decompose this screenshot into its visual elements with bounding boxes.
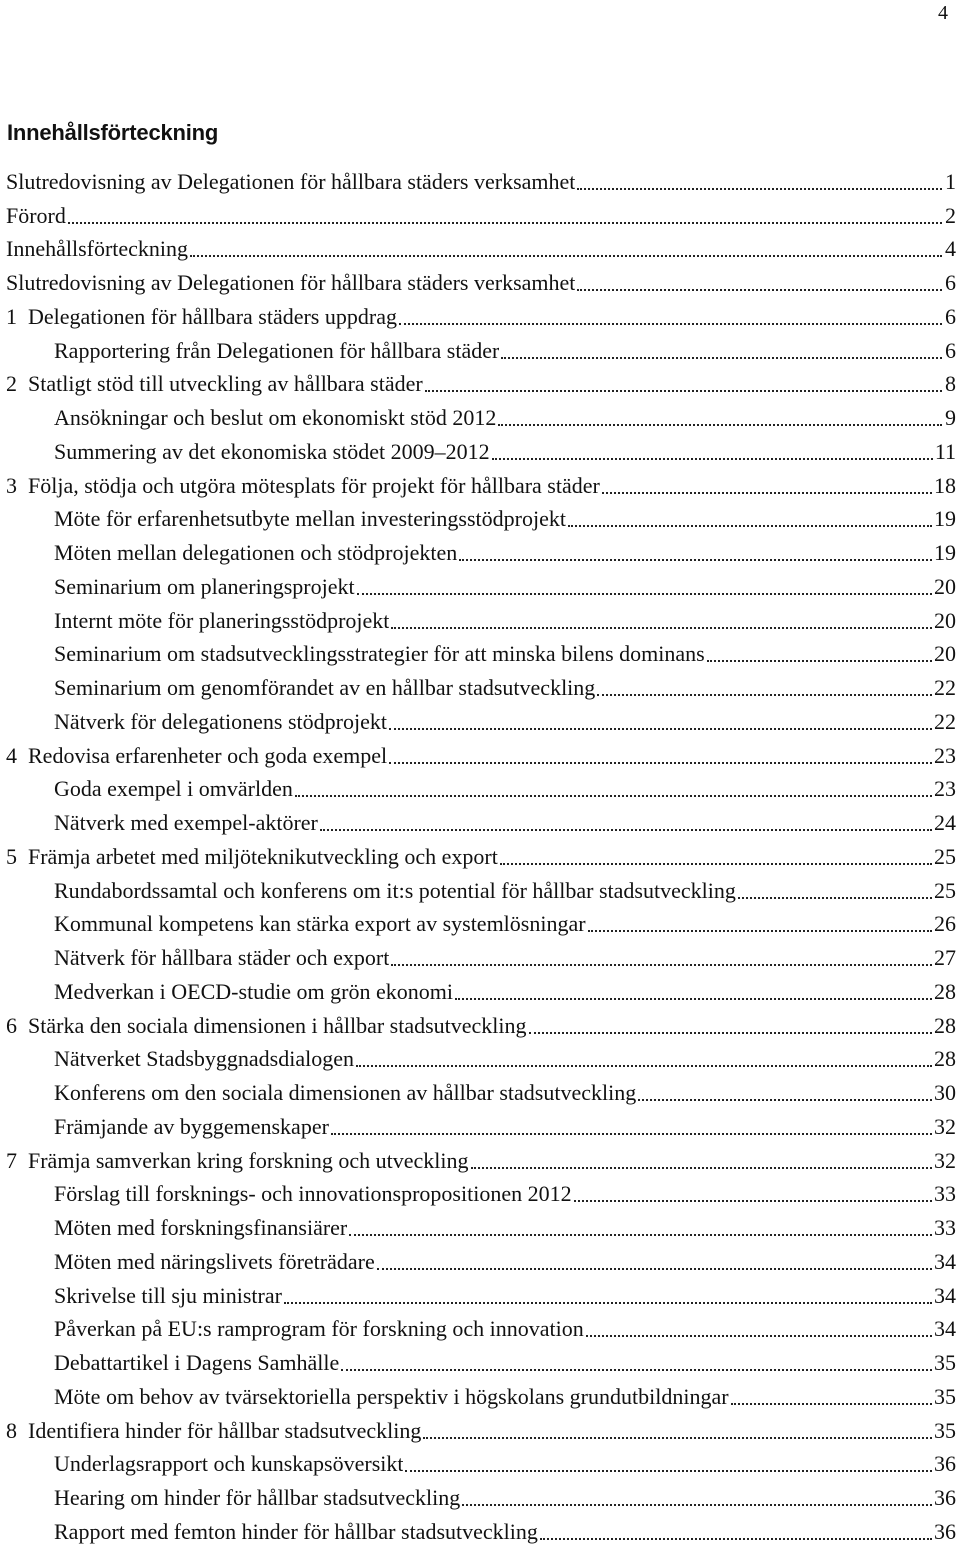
dot-leader: [588, 930, 932, 932]
toc-entry-title: Summering av det ekonomiska stödet 2009–2012: [54, 438, 490, 464]
toc-entry-title: Underlagsrapport och kunskapsöversikt: [54, 1451, 404, 1477]
table-of-contents: [0, 165, 960, 1549]
toc-entry-page: 28: [934, 1012, 956, 1038]
dot-leader: [389, 762, 932, 764]
toc-entry[interactable]: [0, 368, 960, 402]
dot-leader: [190, 255, 942, 257]
toc-entry-title: Skrivelse till sju ministrar: [54, 1282, 282, 1308]
toc-entry-title: Rapportering från Delegationen för hållbara städer: [54, 337, 500, 363]
dot-leader: [597, 694, 932, 696]
toc-entry-title: Möten mellan delegationen och stödprojekten: [54, 540, 458, 566]
toc-entry-title: Stärka den sociala dimensionen i hållbar stadsutveckling: [28, 1012, 527, 1038]
toc-entry-title: Nätverk med exempel-aktörer: [54, 810, 318, 836]
toc-entry-title: Seminarium om planeringsprojekt: [54, 573, 355, 599]
toc-entry-page: 6: [945, 337, 956, 363]
toc-entry-title: Nätverket Stadsbyggnadsdialogen: [54, 1046, 354, 1072]
toc-entry-page: 34: [934, 1248, 956, 1274]
toc-entry[interactable]: [0, 300, 960, 334]
dot-leader: [540, 1538, 932, 1540]
toc-entry-title: Ansökningar och beslut om ekonomiskt stöd 2012: [54, 405, 497, 431]
toc-entry[interactable]: [0, 1043, 960, 1077]
toc-entry-page: 30: [934, 1080, 956, 1106]
toc-entry-page: 20: [934, 607, 956, 633]
toc-entry-page: 18: [934, 472, 956, 498]
toc-entry-page: 35: [934, 1350, 956, 1376]
toc-entry-title: Rapport med femton hinder för hållbar stadsutveckling: [54, 1518, 538, 1544]
toc-entry[interactable]: [0, 840, 960, 874]
toc-entry-title: Internt möte för planeringsstödprojekt: [54, 607, 390, 633]
dot-leader: [602, 492, 932, 494]
toc-entry-title: Förord: [6, 202, 66, 228]
toc-entry-page: 33: [934, 1215, 956, 1241]
toc-entry-title: Nätverk för delegationens stödprojekt: [54, 708, 387, 734]
toc-entry-title: Statligt stöd till utveckling av hållbara städer: [28, 371, 423, 397]
toc-entry-page: 36: [934, 1451, 956, 1477]
toc-entry[interactable]: [0, 1009, 960, 1043]
toc-entry[interactable]: [0, 941, 960, 975]
dot-leader: [638, 1099, 932, 1101]
toc-entry-number: 3: [6, 472, 17, 498]
toc-entry[interactable]: [0, 1346, 960, 1380]
toc-entry-page: 35: [934, 1417, 956, 1443]
toc-entry[interactable]: [0, 570, 960, 604]
toc-entry[interactable]: [0, 199, 960, 233]
toc-entry-title: Nätverk för hållbara städer och export: [54, 945, 390, 971]
toc-entry[interactable]: [0, 806, 960, 840]
toc-entry-page: 23: [934, 776, 956, 802]
toc-entry[interactable]: [0, 638, 960, 672]
toc-entry-title: Möte för erfarenhetsutbyte mellan investeringsstödprojekt: [54, 506, 566, 532]
toc-entry[interactable]: [0, 1481, 960, 1515]
dot-leader: [389, 728, 932, 730]
toc-entry[interactable]: [0, 1515, 960, 1549]
toc-entry-page: 19: [934, 540, 956, 566]
toc-entry-page: 19: [934, 506, 956, 532]
toc-entry[interactable]: [0, 503, 960, 537]
toc-entry-page: 34: [934, 1282, 956, 1308]
toc-entry-page: 4: [945, 236, 956, 262]
toc-entry-page: 20: [934, 573, 956, 599]
dot-leader: [357, 593, 932, 595]
toc-entry-number: 2: [6, 371, 17, 397]
dot-leader: [391, 627, 932, 629]
toc-entry[interactable]: [0, 266, 960, 300]
toc-entry[interactable]: [0, 975, 960, 1009]
toc-entry[interactable]: [0, 1110, 960, 1144]
toc-entry-page: 28: [934, 1046, 956, 1072]
toc-entry-title: Identifiera hinder för hållbar stadsutveckling: [28, 1417, 422, 1443]
toc-entry-title: Seminarium om stadsutvecklingsstrategier för att minska bilens dominans: [54, 641, 705, 667]
toc-entry-page: 25: [934, 843, 956, 869]
toc-entry-page: 32: [934, 1113, 956, 1139]
toc-entry-page: 25: [934, 877, 956, 903]
dot-leader: [471, 1167, 932, 1169]
dot-leader: [492, 458, 933, 460]
dot-leader: [356, 1065, 932, 1067]
toc-entry-page: 24: [934, 810, 956, 836]
toc-entry-page: 33: [934, 1181, 956, 1207]
toc-entry[interactable]: [0, 1076, 960, 1110]
toc-entry-page: 22: [934, 708, 956, 734]
toc-entry-title: Debattartikel i Dagens Samhälle: [54, 1350, 340, 1376]
toc-entry-page: 28: [934, 978, 956, 1004]
toc-entry-page: 20: [934, 641, 956, 667]
toc-entry-page: 6: [945, 270, 956, 296]
dot-leader: [462, 1504, 932, 1506]
toc-entry[interactable]: [0, 739, 960, 773]
dot-leader: [425, 390, 942, 392]
toc-entry-title: Goda exempel i omvärlden: [54, 776, 293, 802]
dot-leader: [349, 1234, 932, 1236]
dot-leader: [501, 357, 942, 359]
toc-entry[interactable]: [0, 874, 960, 908]
toc-entry-title: Möten med näringslivets företrädare: [54, 1248, 375, 1274]
dot-leader: [707, 660, 932, 662]
toc-entry-page: 23: [934, 742, 956, 768]
toc-entry-page: 36: [934, 1485, 956, 1511]
dot-leader: [500, 863, 932, 865]
toc-entry[interactable]: [0, 671, 960, 705]
toc-entry[interactable]: [0, 1178, 960, 1212]
toc-entry[interactable]: [0, 1279, 960, 1313]
dot-leader: [423, 1437, 932, 1439]
toc-entry-title: Följa, stödja och utgöra mötesplats för projekt för hållbara städer: [28, 472, 600, 498]
dot-leader: [405, 1470, 932, 1472]
toc-entry[interactable]: [0, 435, 960, 469]
dot-leader: [738, 897, 932, 899]
dot-leader: [498, 424, 942, 426]
dot-leader: [68, 222, 942, 224]
dot-leader: [577, 289, 942, 291]
toc-entry[interactable]: [0, 1245, 960, 1279]
toc-entry[interactable]: [0, 1414, 960, 1448]
toc-entry-title: Hearing om hinder för hållbar stadsutveckling: [54, 1485, 461, 1511]
toc-entry[interactable]: [0, 233, 960, 267]
dot-leader: [577, 188, 942, 190]
toc-entry-title: Slutredovisning av Delegationen för hållbara städers verksamhet: [6, 270, 576, 296]
toc-entry-title: Främja samverkan kring forskning och utveckling: [28, 1147, 469, 1173]
page-number: 4: [938, 2, 948, 24]
toc-entry-page: 34: [934, 1316, 956, 1342]
toc-entry-title: Konferens om den sociala dimensionen av hållbar stadsutveckling: [54, 1080, 637, 1106]
toc-entry-number: 7: [6, 1147, 17, 1173]
dot-leader: [341, 1369, 932, 1371]
toc-entry-title: Rundabordssamtal och konferens om it:s potential för hållbar stadsutveckling: [54, 877, 736, 903]
toc-entry[interactable]: [0, 908, 960, 942]
toc-entry-title: Främja arbetet med miljöteknikutveckling och export: [28, 843, 498, 869]
toc-entry[interactable]: [0, 1144, 960, 1178]
toc-entry-page: 36: [934, 1518, 956, 1544]
toc-entry-title: Påverkan på EU:s ramprogram för forskning och innovation: [54, 1316, 584, 1342]
dot-leader: [586, 1335, 932, 1337]
dot-leader: [574, 1200, 932, 1202]
toc-entry-title: Främjande av byggemenskaper: [54, 1113, 329, 1139]
dot-leader: [320, 829, 932, 831]
toc-entry-title: Redovisa erfarenheter och goda exempel: [28, 742, 388, 768]
dot-leader: [529, 1032, 932, 1034]
toc-entry-title: Innehållsförteckning: [6, 236, 189, 262]
toc-entry-title: Seminarium om genomförandet av en hållbar stadsutveckling: [54, 675, 596, 701]
toc-entry-page: 1: [945, 168, 956, 194]
toc-entry[interactable]: [0, 1380, 960, 1414]
dot-leader: [391, 964, 932, 966]
toc-entry-title: Möten med forskningsfinansiärer: [54, 1215, 348, 1241]
toc-entry[interactable]: [0, 165, 960, 199]
toc-entry-page: 2: [945, 202, 956, 228]
toc-entry-page: 6: [945, 303, 956, 329]
toc-entry-number: 1: [6, 303, 17, 329]
dot-leader: [568, 525, 932, 527]
toc-entry-page: 35: [934, 1383, 956, 1409]
toc-entry-page: 32: [934, 1147, 956, 1173]
toc-heading: Innehållsförteckning: [7, 120, 219, 145]
toc-entry-title: Förslag till forsknings- och innovationspropositionen 2012: [54, 1181, 572, 1207]
toc-entry-title: Delegationen för hållbara städers uppdrag: [28, 303, 397, 329]
toc-entry[interactable]: [0, 401, 960, 435]
dot-leader: [295, 795, 932, 797]
toc-entry[interactable]: [0, 334, 960, 368]
toc-entry-title: Kommunal kompetens kan stärka export av systemlösningar: [54, 911, 586, 937]
toc-entry-title: Slutredovisning av Delegationen för hållbara städers verksamhet: [6, 168, 576, 194]
toc-entry-number: 4: [6, 742, 17, 768]
dot-leader: [459, 559, 932, 561]
toc-entry-page: 8: [945, 371, 956, 397]
dot-leader: [455, 998, 932, 1000]
toc-entry-title: Möte om behov av tvärsektoriella perspektiv i högskolans grundutbildningar: [54, 1383, 729, 1409]
toc-entry-number: 5: [6, 843, 17, 869]
toc-entry[interactable]: [0, 1211, 960, 1245]
dot-leader: [377, 1268, 932, 1270]
toc-entry[interactable]: [0, 1448, 960, 1482]
toc-entry[interactable]: [0, 536, 960, 570]
dot-leader: [331, 1133, 932, 1135]
toc-entry[interactable]: [0, 705, 960, 739]
dot-leader: [731, 1403, 932, 1405]
toc-entry-page: 27: [934, 945, 956, 971]
dot-leader: [399, 323, 942, 325]
toc-entry[interactable]: [0, 773, 960, 807]
toc-entry-page: 22: [934, 675, 956, 701]
toc-entry-page: 9: [945, 405, 956, 431]
dot-leader: [284, 1302, 932, 1304]
toc-entry-page: 26: [934, 911, 956, 937]
toc-entry[interactable]: [0, 1313, 960, 1347]
toc-entry-number: 6: [6, 1012, 17, 1038]
toc-entry-number: 8: [6, 1417, 17, 1443]
toc-entry[interactable]: [0, 469, 960, 503]
toc-entry[interactable]: [0, 604, 960, 638]
toc-entry-title: Medverkan i OECD-studie om grön ekonomi: [54, 978, 453, 1004]
toc-entry-page: 11: [934, 438, 956, 464]
